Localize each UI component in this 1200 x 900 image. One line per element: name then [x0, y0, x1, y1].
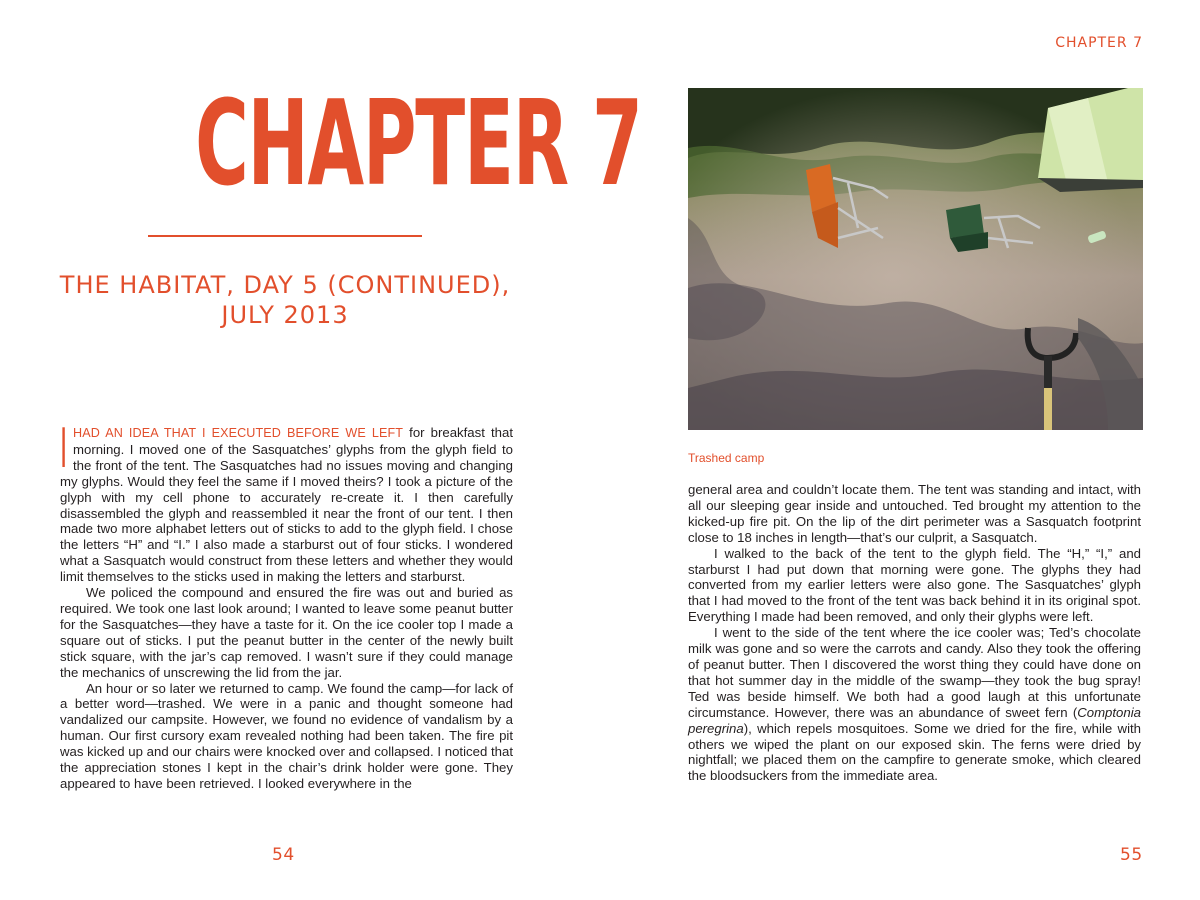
paragraph-ice-cooler-text-2: ), which repels mosquitoes. Some we dried for the fire, while with others we wiped the plant on our exposed skin. The ferns were dried by nightfall; we placed them on the campfire to generate smoke, which cleared the bloodsuckers from the immediate area.: [688, 720, 1141, 784]
paragraph-glyph-field: I walked to the back of the tent to the glyph field. The “H,” “I,” and starburst I had put down that morning were gone. The glyphs they had converted from my earlier letters were also gone. The Sasquatches’ glyph that I had moved to the front of the tent was back behind it in its original spot. Everything I made had been removed, and only their glyphs were left.: [688, 545, 1141, 625]
subtitle-line-1: THE HABITAT, DAY 5 (CONTINUED),: [59, 271, 511, 299]
paragraph-1-text: for breakfast that morning. I moved one of the Sasquatches’ glyphs from the glyph field to the front of the tent. The Sasquatches had no issues moving and changing my glyphs. Would they feel the same if I moved theirs? I took a picture of the glyph with my cell phone to accurately re-create it. I then carefully disassembled the glyph and reassembled it near the front of our tent. I then made two more alphabet letters out of sticks to add to the glyph field. I chose the letters “H” and “I.” I also made a starburst out of four sticks. I wondered what a Sasquatch would construct from these letters and whether they would limit themselves to the sticks used in making the letters and starburst.: [60, 425, 513, 585]
paragraph-ice-cooler-text-1: I went to the side of the tent where the ice cooler was; Ted’s chocolate milk was gone and so were the carrots and candy. Also they took the offering of peanut butter. Then I discovered the worst thing they could have done on that hot summer day in the middle of the swamp—they took the bug spray! Ted was beside himself. We both had a good laugh at this unfortunate circumstance. However, there was an abundance of sweet fern (: [688, 625, 1141, 720]
photo-caption: Trashed camp: [688, 451, 765, 465]
paragraph-3: An hour or so later we returned to camp. We found the camp—for lack of a better word—trashed. We were in a panic and thought someone had vandalized our campsite. However, we found no evidence of vandalism by a human. Our first cursory exam revealed nothing had been taken. The fire pit was kicked up and our chairs were knocked over and collapsed. I noticed that the appreciation stones I kept in the chair’s drink holder were gone. They appeared to have been retrieved. I looked everywhere in the: [60, 680, 513, 791]
left-body-text: [60, 417, 513, 792]
lead-in: HAD AN IDEA THAT I EXECUTED BEFORE WE LEFT: [73, 426, 404, 440]
page-number-right: 55: [1120, 845, 1143, 865]
running-head: CHAPTER 7: [1055, 35, 1143, 51]
title-rule: [148, 235, 422, 237]
subtitle-line-2: JULY 2013: [221, 301, 349, 329]
right-body-text: [688, 482, 1141, 784]
chapter-title: CHAPTER 7: [195, 74, 642, 212]
trashed-camp-photo: [688, 88, 1143, 430]
species-name: Comptonia peregrina: [688, 704, 1141, 736]
drop-cap: I: [60, 417, 68, 480]
page-number-left: 54: [272, 845, 295, 865]
chapter-subtitle: [40, 270, 530, 330]
paragraph-continued: general area and couldn’t locate them. The tent was standing and intact, with all our sleeping gear inside and untouched. Ted brought my attention to the kicked-up fire pit. On the lip of the dirt perimeter was a Sasquatch footprint close to 18 inches in length—that’s our culprit, a Sasquatch.: [688, 482, 1141, 545]
paragraph-1: [60, 417, 513, 585]
paragraph-ice-cooler: [688, 625, 1141, 784]
paragraph-2: We policed the compound and ensured the fire was out and buried as required. We took one last look around; I wanted to leave some peanut butter for the Sasquatches—they have a taste for it. On the ice cooler top I made a square out of sticks. I put the peanut butter in the center of the newly built stick square, with the jar’s cap removed. I wasn’t sure if they could manage the mechanics of unscrewing the lid from the jar.: [60, 585, 513, 680]
